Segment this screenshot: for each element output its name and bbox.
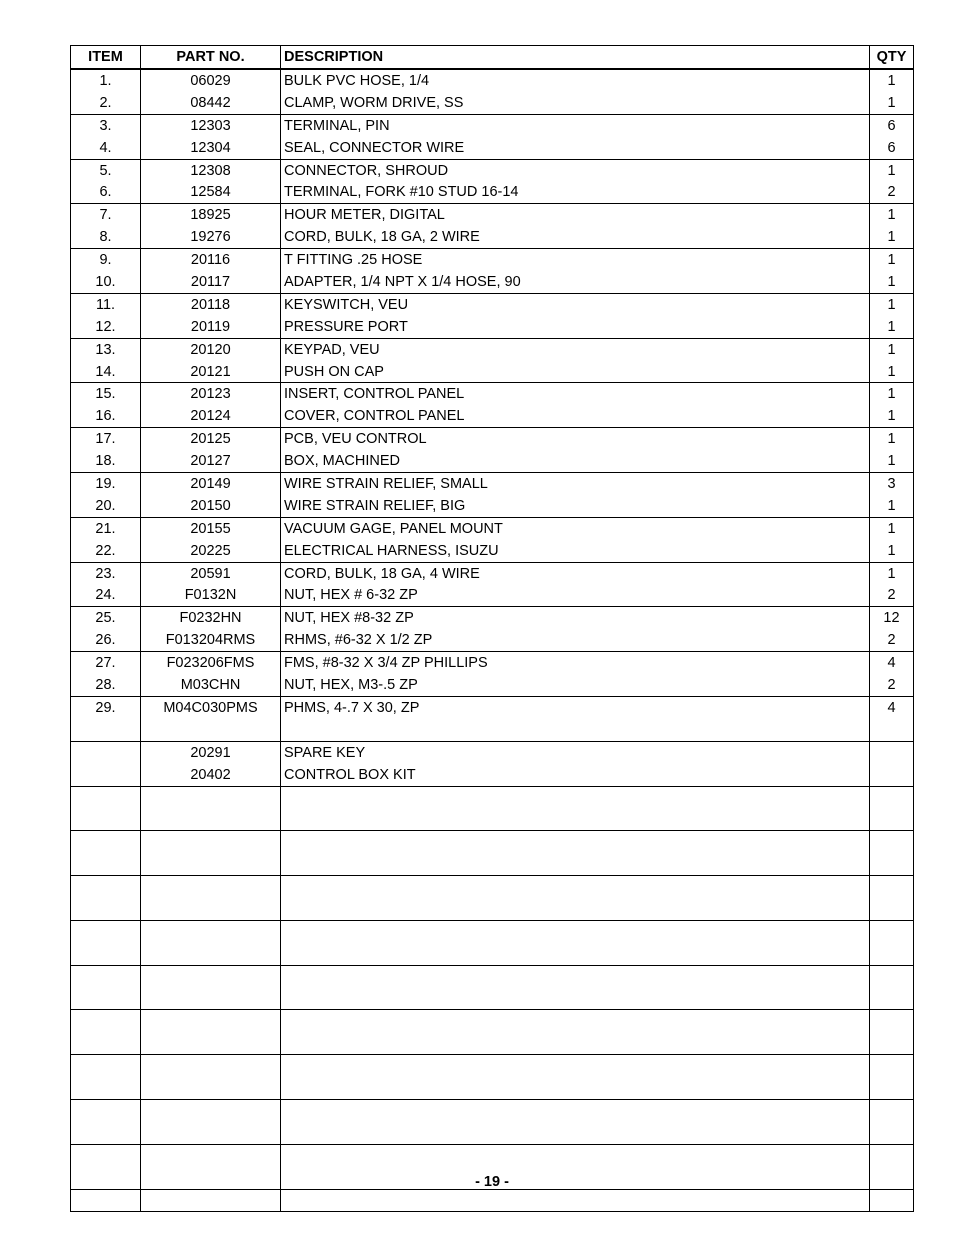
part-number-cell xyxy=(141,1010,281,1032)
qty-cell: 1 xyxy=(870,405,914,427)
item-cell xyxy=(71,1077,141,1099)
item-cell: 7. xyxy=(71,204,141,226)
item-cell: 18. xyxy=(71,450,141,472)
description-cell xyxy=(281,920,870,942)
part-number-cell: M03CHN xyxy=(141,674,281,696)
table-row xyxy=(71,249,914,271)
table-row xyxy=(71,696,914,718)
item-cell: 23. xyxy=(71,562,141,584)
header-description: DESCRIPTION xyxy=(281,46,870,70)
qty-cell: 1 xyxy=(870,338,914,360)
table-row xyxy=(71,943,914,965)
table-row xyxy=(71,853,914,875)
part-number-cell xyxy=(141,808,281,830)
part-number-cell: F013204RMS xyxy=(141,629,281,651)
item-cell: 6. xyxy=(71,181,141,203)
part-number-cell: 12303 xyxy=(141,114,281,136)
table-row xyxy=(71,92,914,114)
part-number-cell xyxy=(141,1032,281,1054)
table-row xyxy=(71,361,914,383)
table-row xyxy=(71,898,914,920)
header-part-no: PART NO. xyxy=(141,46,281,70)
table-row xyxy=(71,450,914,472)
part-number-cell: 20118 xyxy=(141,293,281,315)
description-cell xyxy=(281,719,870,741)
item-cell: 26. xyxy=(71,629,141,651)
item-cell: 1. xyxy=(71,69,141,92)
table-row xyxy=(71,1032,914,1054)
item-cell xyxy=(71,965,141,987)
description-cell: PUSH ON CAP xyxy=(281,361,870,383)
part-number-cell xyxy=(141,786,281,808)
item-cell: 24. xyxy=(71,584,141,606)
qty-cell: 2 xyxy=(870,674,914,696)
part-number-cell: 20291 xyxy=(141,741,281,763)
qty-cell xyxy=(870,988,914,1010)
item-cell: 28. xyxy=(71,674,141,696)
item-cell: 27. xyxy=(71,652,141,674)
table-row xyxy=(71,1077,914,1099)
part-number-cell xyxy=(141,920,281,942)
description-cell: CLAMP, WORM DRIVE, SS xyxy=(281,92,870,114)
description-cell: PCB, VEU CONTROL xyxy=(281,428,870,450)
qty-cell: 1 xyxy=(870,517,914,539)
qty-cell xyxy=(870,1122,914,1144)
item-cell: 3. xyxy=(71,114,141,136)
item-cell: 8. xyxy=(71,226,141,248)
item-cell: 15. xyxy=(71,383,141,405)
description-cell xyxy=(281,1144,870,1166)
description-cell: TERMINAL, PIN xyxy=(281,114,870,136)
part-number-cell: 20149 xyxy=(141,473,281,495)
item-cell xyxy=(71,988,141,1010)
part-number-cell: 20155 xyxy=(141,517,281,539)
item-cell xyxy=(71,1099,141,1121)
description-cell xyxy=(281,1010,870,1032)
table-row xyxy=(71,629,914,651)
description-cell xyxy=(281,876,870,898)
part-number-cell: 20125 xyxy=(141,428,281,450)
table-row xyxy=(71,607,914,629)
table-row xyxy=(71,1144,914,1166)
description-cell: WIRE STRAIN RELIEF, SMALL xyxy=(281,473,870,495)
table-row xyxy=(71,338,914,360)
item-cell: 20. xyxy=(71,495,141,517)
description-cell: KEYSWITCH, VEU xyxy=(281,293,870,315)
qty-cell: 1 xyxy=(870,540,914,562)
table-row xyxy=(71,517,914,539)
item-cell xyxy=(71,920,141,942)
description-cell: TERMINAL, FORK #10 STUD 16-14 xyxy=(281,181,870,203)
item-cell xyxy=(71,1032,141,1054)
item-cell: 11. xyxy=(71,293,141,315)
table-row xyxy=(71,316,914,338)
part-number-cell xyxy=(141,1055,281,1077)
description-cell xyxy=(281,988,870,1010)
item-cell xyxy=(71,1122,141,1144)
qty-cell xyxy=(870,719,914,741)
qty-cell xyxy=(870,876,914,898)
table-row xyxy=(71,1010,914,1032)
qty-cell: 2 xyxy=(870,629,914,651)
qty-cell xyxy=(870,920,914,942)
description-cell: CONTROL BOX KIT xyxy=(281,764,870,786)
item-cell: 17. xyxy=(71,428,141,450)
item-cell xyxy=(71,943,141,965)
table-row xyxy=(71,584,914,606)
part-number-cell xyxy=(141,943,281,965)
table-row xyxy=(71,831,914,853)
part-number-cell xyxy=(141,1144,281,1166)
qty-cell: 1 xyxy=(870,383,914,405)
part-number-cell xyxy=(141,1189,281,1212)
part-number-cell xyxy=(141,831,281,853)
description-cell xyxy=(281,831,870,853)
item-cell: 19. xyxy=(71,473,141,495)
description-cell: HOUR METER, DIGITAL xyxy=(281,204,870,226)
description-cell: INSERT, CONTROL PANEL xyxy=(281,383,870,405)
item-cell: 13. xyxy=(71,338,141,360)
qty-cell xyxy=(870,786,914,808)
parts-table xyxy=(70,45,914,1212)
description-cell: SEAL, CONNECTOR WIRE xyxy=(281,137,870,159)
qty-cell: 2 xyxy=(870,181,914,203)
description-cell xyxy=(281,1122,870,1144)
qty-cell: 1 xyxy=(870,226,914,248)
qty-cell: 1 xyxy=(870,428,914,450)
qty-cell: 6 xyxy=(870,114,914,136)
item-cell xyxy=(71,876,141,898)
part-number-cell xyxy=(141,1077,281,1099)
qty-cell: 1 xyxy=(870,69,914,92)
table-row xyxy=(71,540,914,562)
qty-cell xyxy=(870,741,914,763)
part-number-cell: 06029 xyxy=(141,69,281,92)
table-row xyxy=(71,383,914,405)
description-cell: BULK PVC HOSE, 1/4 xyxy=(281,69,870,92)
table-row xyxy=(71,293,914,315)
qty-cell: 12 xyxy=(870,607,914,629)
table-row xyxy=(71,473,914,495)
part-number-cell: 20116 xyxy=(141,249,281,271)
table-row xyxy=(71,137,914,159)
table-row xyxy=(71,1122,914,1144)
qty-cell: 1 xyxy=(870,450,914,472)
qty-cell: 1 xyxy=(870,293,914,315)
part-number-cell: 20120 xyxy=(141,338,281,360)
table-row xyxy=(71,69,914,92)
description-cell: ADAPTER, 1/4 NPT X 1/4 HOSE, 90 xyxy=(281,271,870,293)
item-cell xyxy=(71,719,141,741)
table-header-row xyxy=(71,46,914,70)
part-number-cell: 20117 xyxy=(141,271,281,293)
item-cell: 25. xyxy=(71,607,141,629)
table-row xyxy=(71,1189,914,1212)
qty-cell: 1 xyxy=(870,361,914,383)
qty-cell xyxy=(870,943,914,965)
item-cell xyxy=(71,853,141,875)
page-number: - 19 - xyxy=(475,1174,509,1190)
description-cell xyxy=(281,1189,870,1212)
description-cell xyxy=(281,943,870,965)
description-cell: BOX, MACHINED xyxy=(281,450,870,472)
item-cell: 2. xyxy=(71,92,141,114)
description-cell: SPARE KEY xyxy=(281,741,870,763)
qty-cell xyxy=(870,1055,914,1077)
part-number-cell: 20402 xyxy=(141,764,281,786)
qty-cell xyxy=(870,831,914,853)
qty-cell: 1 xyxy=(870,495,914,517)
part-number-cell: 20150 xyxy=(141,495,281,517)
item-cell xyxy=(71,831,141,853)
item-cell: 14. xyxy=(71,361,141,383)
qty-cell: 1 xyxy=(870,204,914,226)
part-number-cell: 08442 xyxy=(141,92,281,114)
item-cell xyxy=(71,808,141,830)
part-number-cell xyxy=(141,898,281,920)
description-cell: VACUUM GAGE, PANEL MOUNT xyxy=(281,517,870,539)
part-number-cell: 12304 xyxy=(141,137,281,159)
part-number-cell: 20123 xyxy=(141,383,281,405)
table-row xyxy=(71,920,914,942)
qty-cell xyxy=(870,898,914,920)
description-cell: KEYPAD, VEU xyxy=(281,338,870,360)
item-cell: 10. xyxy=(71,271,141,293)
description-cell: WIRE STRAIN RELIEF, BIG xyxy=(281,495,870,517)
table-row xyxy=(71,652,914,674)
description-cell xyxy=(281,786,870,808)
description-cell: T FITTING .25 HOSE xyxy=(281,249,870,271)
part-number-cell xyxy=(141,1122,281,1144)
part-number-cell xyxy=(141,1099,281,1121)
description-cell xyxy=(281,1055,870,1077)
part-number-cell xyxy=(141,719,281,741)
qty-cell: 1 xyxy=(870,271,914,293)
part-number-cell xyxy=(141,853,281,875)
item-cell xyxy=(71,1010,141,1032)
qty-cell: 1 xyxy=(870,316,914,338)
item-cell: 29. xyxy=(71,696,141,718)
table-row xyxy=(71,114,914,136)
part-number-cell xyxy=(141,988,281,1010)
item-cell xyxy=(71,1055,141,1077)
qty-cell xyxy=(870,1010,914,1032)
description-cell: CORD, BULK, 18 GA, 2 WIRE xyxy=(281,226,870,248)
item-cell: 12. xyxy=(71,316,141,338)
part-number-cell: 20225 xyxy=(141,540,281,562)
qty-cell: 6 xyxy=(870,137,914,159)
description-cell xyxy=(281,1099,870,1121)
part-number-cell: 20121 xyxy=(141,361,281,383)
description-cell: NUT, HEX, M3-.5 ZP xyxy=(281,674,870,696)
description-cell: COVER, CONTROL PANEL xyxy=(281,405,870,427)
item-cell: 4. xyxy=(71,137,141,159)
part-number-cell: 20119 xyxy=(141,316,281,338)
table-row xyxy=(71,764,914,786)
table-row xyxy=(71,674,914,696)
table-row xyxy=(71,741,914,763)
item-cell: 21. xyxy=(71,517,141,539)
qty-cell: 1 xyxy=(870,159,914,181)
qty-cell: 3 xyxy=(870,473,914,495)
qty-cell xyxy=(870,1144,914,1166)
item-cell xyxy=(71,898,141,920)
description-cell xyxy=(281,808,870,830)
qty-cell: 1 xyxy=(870,92,914,114)
qty-cell xyxy=(870,1032,914,1054)
table-row xyxy=(71,271,914,293)
item-cell xyxy=(71,1189,141,1212)
table-row xyxy=(71,204,914,226)
table-row xyxy=(71,719,914,741)
description-cell: ELECTRICAL HARNESS, ISUZU xyxy=(281,540,870,562)
part-number-cell: 19276 xyxy=(141,226,281,248)
qty-cell xyxy=(870,1099,914,1121)
description-cell: RHMS, #6-32 X 1/2 ZP xyxy=(281,629,870,651)
description-cell: NUT, HEX # 6-32 ZP xyxy=(281,584,870,606)
table-row xyxy=(71,965,914,987)
part-number-cell: F0232HN xyxy=(141,607,281,629)
part-number-cell: 20127 xyxy=(141,450,281,472)
item-cell: 9. xyxy=(71,249,141,271)
table-row xyxy=(71,226,914,248)
description-cell xyxy=(281,853,870,875)
table-row xyxy=(71,876,914,898)
qty-cell xyxy=(870,764,914,786)
part-number-cell: 20124 xyxy=(141,405,281,427)
header-item: ITEM xyxy=(71,46,141,70)
qty-cell xyxy=(870,1077,914,1099)
item-cell xyxy=(71,786,141,808)
item-cell xyxy=(71,741,141,763)
description-cell: PRESSURE PORT xyxy=(281,316,870,338)
item-cell: 5. xyxy=(71,159,141,181)
qty-cell xyxy=(870,1189,914,1212)
qty-cell: 2 xyxy=(870,584,914,606)
description-cell: NUT, HEX #8-32 ZP xyxy=(281,607,870,629)
description-cell: FMS, #8-32 X 3/4 ZP PHILLIPS xyxy=(281,652,870,674)
part-number-cell: 12584 xyxy=(141,181,281,203)
table-row xyxy=(71,181,914,203)
part-number-cell: 18925 xyxy=(141,204,281,226)
part-number-cell: M04C030PMS xyxy=(141,696,281,718)
description-cell xyxy=(281,1077,870,1099)
qty-cell: 1 xyxy=(870,249,914,271)
table-row xyxy=(71,786,914,808)
item-cell xyxy=(71,1144,141,1166)
table-row xyxy=(71,159,914,181)
part-number-cell: 20591 xyxy=(141,562,281,584)
item-cell xyxy=(71,764,141,786)
qty-cell: 4 xyxy=(870,696,914,718)
item-cell: 22. xyxy=(71,540,141,562)
description-cell xyxy=(281,898,870,920)
part-number-cell xyxy=(141,965,281,987)
description-cell: CORD, BULK, 18 GA, 4 WIRE xyxy=(281,562,870,584)
table-row xyxy=(71,495,914,517)
table-row xyxy=(71,1055,914,1077)
table-row xyxy=(71,428,914,450)
qty-cell xyxy=(870,965,914,987)
part-number-cell: F0132N xyxy=(141,584,281,606)
qty-cell xyxy=(870,808,914,830)
header-qty: QTY xyxy=(870,46,914,70)
qty-cell xyxy=(870,853,914,875)
table-row xyxy=(71,405,914,427)
description-cell xyxy=(281,1032,870,1054)
table-row xyxy=(71,1099,914,1121)
description-cell: CONNECTOR, SHROUD xyxy=(281,159,870,181)
qty-cell: 4 xyxy=(870,652,914,674)
item-cell: 16. xyxy=(71,405,141,427)
table-row xyxy=(71,988,914,1010)
qty-cell: 1 xyxy=(870,562,914,584)
parts-table-body xyxy=(71,69,914,1212)
description-cell: PHMS, 4-.7 X 30, ZP xyxy=(281,696,870,718)
part-number-cell: 12308 xyxy=(141,159,281,181)
part-number-cell: F023206FMS xyxy=(141,652,281,674)
description-cell xyxy=(281,965,870,987)
table-row xyxy=(71,562,914,584)
table-row xyxy=(71,808,914,830)
part-number-cell xyxy=(141,876,281,898)
